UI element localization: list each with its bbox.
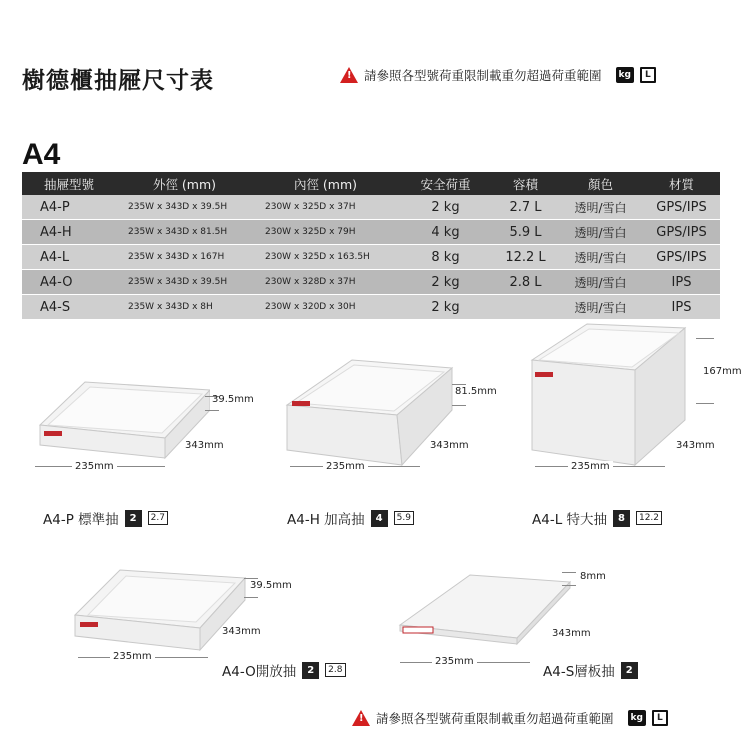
table-header: 內徑 (mm) xyxy=(253,172,398,195)
drawer-a4o-illustration xyxy=(70,560,255,670)
weight-badge: 2 xyxy=(621,662,638,679)
height-label: 39.5mm xyxy=(250,580,292,591)
product-name: A4-L 特大抽 xyxy=(532,512,608,528)
cell-load: 4 kg xyxy=(398,220,493,245)
drawer-a4l-illustration xyxy=(527,320,707,480)
cell-model: A4-P xyxy=(22,195,116,220)
product-name: A4-S層板抽 xyxy=(543,664,615,680)
cell-volume: 2.8 L xyxy=(493,270,558,295)
width-label: 235mm xyxy=(568,461,613,472)
cell-load: 8 kg xyxy=(398,245,493,270)
drawer-label-tag xyxy=(292,401,310,406)
drawer-label-tag xyxy=(80,622,98,627)
table-header-row xyxy=(22,172,720,195)
page-title: 樹德櫃抽屜尺寸表 xyxy=(22,68,214,94)
weight-badge: 2 xyxy=(302,662,319,679)
product-name: A4-P 標準抽 xyxy=(43,512,119,528)
cell-model: A4-O xyxy=(22,270,116,295)
cell-material: IPS xyxy=(643,295,720,320)
cell-volume: 2.7 L xyxy=(493,195,558,220)
cell-inner-dim: 230W x 325D x 79H xyxy=(253,220,398,245)
capacity-badge: 2.7 xyxy=(148,511,168,525)
cell-color: 透明/雪白 xyxy=(558,295,643,320)
cell-load: 2 kg xyxy=(398,195,493,220)
capacity-badge: 2.8 xyxy=(325,663,345,677)
width-label: 235mm xyxy=(323,461,368,472)
weight-badge: 8 xyxy=(613,510,630,527)
depth-label: 343mm xyxy=(676,440,715,451)
spec-table xyxy=(22,172,720,320)
drawer-label-tag xyxy=(44,431,62,436)
cell-inner-dim: 230W x 320D x 30H xyxy=(253,295,398,320)
drawer-a4h-illustration xyxy=(282,355,457,480)
volume-icon: L xyxy=(640,67,656,83)
product-caption-a4h xyxy=(287,508,414,528)
table-header: 安全荷重 xyxy=(398,172,493,195)
cell-inner-dim: 230W x 325D x 37H xyxy=(253,195,398,220)
depth-label: 343mm xyxy=(552,628,591,639)
cell-color: 透明/雪白 xyxy=(558,195,643,220)
cell-material: GPS/IPS xyxy=(643,220,720,245)
width-label: 235mm xyxy=(432,656,477,667)
weight-icon: kg xyxy=(616,67,634,83)
cell-model: A4-S xyxy=(22,295,116,320)
cell-volume: 12.2 L xyxy=(493,245,558,270)
table-row xyxy=(22,195,720,220)
width-label: 235mm xyxy=(110,651,155,662)
depth-label: 343mm xyxy=(430,440,469,451)
height-label: 81.5mm xyxy=(455,386,497,397)
warning-icon: ! xyxy=(340,67,358,83)
table-row xyxy=(22,295,720,320)
cell-material: GPS/IPS xyxy=(643,195,720,220)
warning-text: 請參照各型號荷重限制載重勿超過荷重範圍 xyxy=(364,68,602,83)
depth-label: 343mm xyxy=(222,626,261,637)
table-header: 容積 xyxy=(493,172,558,195)
section-label: A4 xyxy=(22,138,61,171)
product-name: A4-H 加高抽 xyxy=(287,512,365,528)
weight-badge: 4 xyxy=(371,510,388,527)
product-caption-a4o xyxy=(222,660,346,680)
table-header: 顏色 xyxy=(558,172,643,195)
cell-outer-dim: 235W x 343D x 39.5H xyxy=(116,270,253,295)
cell-model: A4-L xyxy=(22,245,116,270)
product-caption-a4l xyxy=(532,508,662,528)
cell-load: 2 kg xyxy=(398,270,493,295)
volume-icon: L xyxy=(652,710,668,726)
table-header: 材質 xyxy=(643,172,720,195)
weight-badge: 2 xyxy=(125,510,142,527)
height-label: 8mm xyxy=(580,571,606,582)
warning-text: 請參照各型號荷重限制載重勿超過荷重範圍 xyxy=(376,711,614,726)
product-caption-a4p xyxy=(43,508,168,528)
cell-inner-dim: 230W x 325D x 163.5H xyxy=(253,245,398,270)
drawer-label-tag xyxy=(535,372,553,377)
cell-inner-dim: 230W x 328D x 37H xyxy=(253,270,398,295)
cell-volume xyxy=(493,295,558,320)
weight-icon: kg xyxy=(628,710,646,726)
cell-outer-dim: 235W x 343D x 8H xyxy=(116,295,253,320)
table-header: 抽屜型號 xyxy=(22,172,116,195)
cell-color: 透明/雪白 xyxy=(558,270,643,295)
depth-label: 343mm xyxy=(185,440,224,451)
cell-load: 2 kg xyxy=(398,295,493,320)
capacity-badge: 5.9 xyxy=(394,511,414,525)
product-name: A4-O開放抽 xyxy=(222,664,297,680)
height-label: 39.5mm xyxy=(212,394,254,405)
table-header: 外徑 (mm) xyxy=(116,172,253,195)
height-label: 167mm xyxy=(703,366,742,377)
cell-outer-dim: 235W x 343D x 81.5H xyxy=(116,220,253,245)
cell-outer-dim: 235W x 343D x 39.5H xyxy=(116,195,253,220)
load-warning-top xyxy=(340,66,656,84)
cell-material: IPS xyxy=(643,270,720,295)
cell-outer-dim: 235W x 343D x 167H xyxy=(116,245,253,270)
table-row xyxy=(22,220,720,245)
cell-volume: 5.9 L xyxy=(493,220,558,245)
capacity-badge: 12.2 xyxy=(636,511,662,525)
warning-icon: ! xyxy=(352,710,370,726)
load-warning-bottom xyxy=(352,709,668,727)
table-row xyxy=(22,270,720,295)
cell-color: 透明/雪白 xyxy=(558,220,643,245)
width-label: 235mm xyxy=(72,461,117,472)
cell-material: GPS/IPS xyxy=(643,245,720,270)
product-caption-a4s xyxy=(543,660,638,680)
drawer-a4p-illustration xyxy=(30,370,210,480)
cell-model: A4-H xyxy=(22,220,116,245)
cell-color: 透明/雪白 xyxy=(558,245,643,270)
table-row xyxy=(22,245,720,270)
